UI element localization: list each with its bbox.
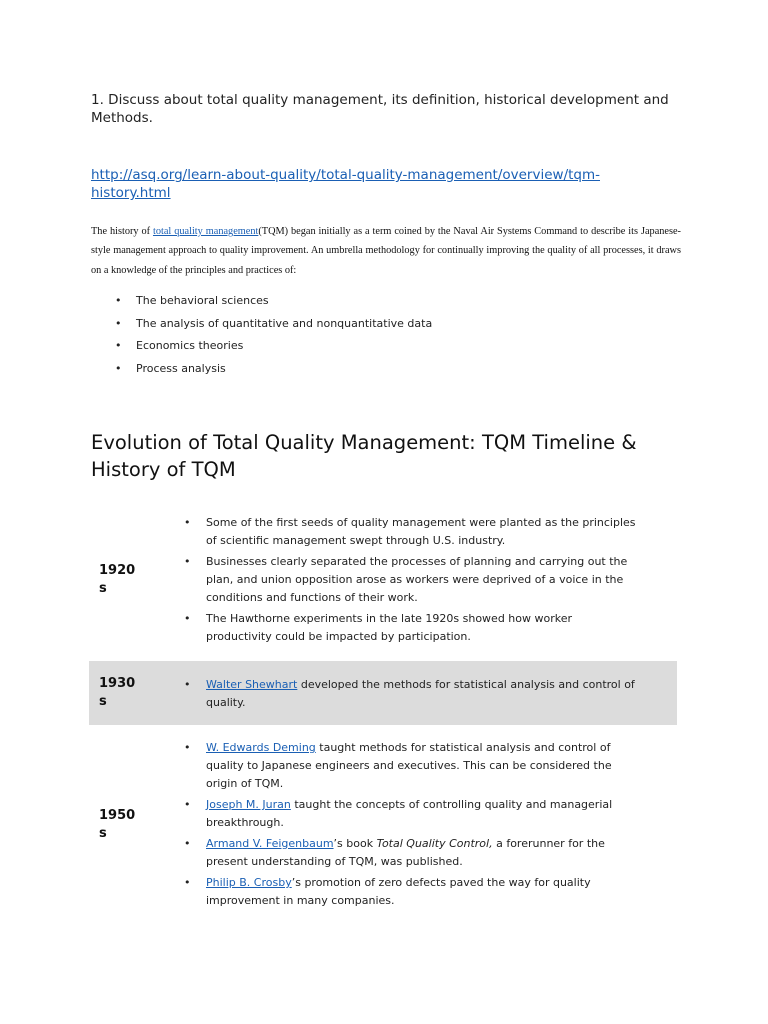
bullet-icon: • — [184, 876, 191, 889]
list-item: • Joseph M. Juran taught the concepts of controlling quality and managerial breakthrough. — [184, 798, 613, 829]
list-item: • Walter Shewhart developed the methods for statistical analysis and control of quality. — [184, 678, 635, 709]
question-text: 1. Discuss about total quality management, its definition, historical development and Methods. — [91, 92, 669, 126]
bullet-icon: • — [184, 741, 191, 754]
decade-label: 1920 s — [99, 563, 136, 596]
decade-label: 1930 s — [99, 676, 136, 709]
feigenbaum-link[interactable]: Armand V. Feigenbaum — [206, 837, 334, 850]
source-link[interactable]: http://asq.org/learn-about-quality/total-quality-management/overview/tqm-history.html — [91, 167, 600, 201]
timeline-row-1930s — [89, 661, 677, 725]
bullet-icon: • — [184, 555, 191, 568]
bullet-icon: • — [115, 294, 122, 307]
timeline-list — [184, 739, 636, 913]
timeline-list — [184, 676, 636, 715]
bullet-icon: • — [184, 612, 191, 625]
list-item: • The behavioral sciences — [91, 291, 432, 314]
bullet-icon: • — [184, 678, 191, 691]
deming-link[interactable]: W. Edwards Deming — [206, 741, 316, 754]
timeline-row-1950s — [89, 730, 677, 920]
timeline-row-1920s — [89, 505, 677, 655]
juran-link[interactable]: Joseph M. Juran — [206, 798, 291, 811]
bullet-icon: • — [184, 516, 191, 529]
tqm-link[interactable]: total quality management — [152, 226, 259, 237]
list-item: • W. Edwards Deming taught methods for statistical analysis and control of quality to Japanese engineers and executives. This can be considered the origin of TQM. — [184, 741, 612, 790]
list-item: • Armand V. Feigenbaum’s book Total Quality Control, a forerunner for the present understanding of TQM, was published. — [184, 837, 605, 868]
history-pre: The history of — [91, 226, 153, 237]
list-item: • The analysis of quantitative and nonquantitative data — [91, 314, 432, 337]
shewhart-link[interactable]: Walter Shewhart — [206, 678, 298, 691]
list-item: • Businesses clearly separated the processes of planning and carrying out the plan, and union opposition arose as workers were deprived of a voice in the conditions and functions of their work. — [184, 555, 628, 604]
crosby-link[interactable]: Philip B. Crosby — [206, 876, 292, 889]
list-item: • Process analysis — [91, 359, 432, 382]
list-item: • Philip B. Crosby’s promotion of zero defects paved the way for quality improvement in many companies. — [184, 876, 591, 907]
list-item: • Some of the first seeds of quality management were planted as the principles of scientific management swept through U.S. industry. — [184, 516, 636, 547]
section-heading: Evolution of Total Quality Management: TQM Timeline & History of TQM — [91, 431, 637, 481]
bullet-icon: • — [115, 339, 122, 352]
bullet-icon: • — [184, 837, 191, 850]
bullet-icon: • — [115, 316, 122, 330]
decade-label: 1950 s — [99, 808, 136, 841]
bullet-icon: • — [184, 798, 191, 811]
timeline-list — [184, 514, 636, 649]
principles-list — [91, 291, 432, 381]
history-paragraph — [91, 222, 681, 280]
list-item: • The Hawthorne experiments in the late 1920s showed how worker productivity could be impacted by participation. — [184, 612, 573, 643]
bullet-icon: • — [115, 361, 122, 375]
list-item: • Economics theories — [91, 336, 432, 359]
history-post: (TQM) began initially as a term coined by the Naval Air Systems Command to describe its Japanese-style management approach to quality improvement. An umbrella methodology for continually improving the quality of all processes, it draws on a knowledge of the principles and practices of: — [91, 226, 681, 276]
